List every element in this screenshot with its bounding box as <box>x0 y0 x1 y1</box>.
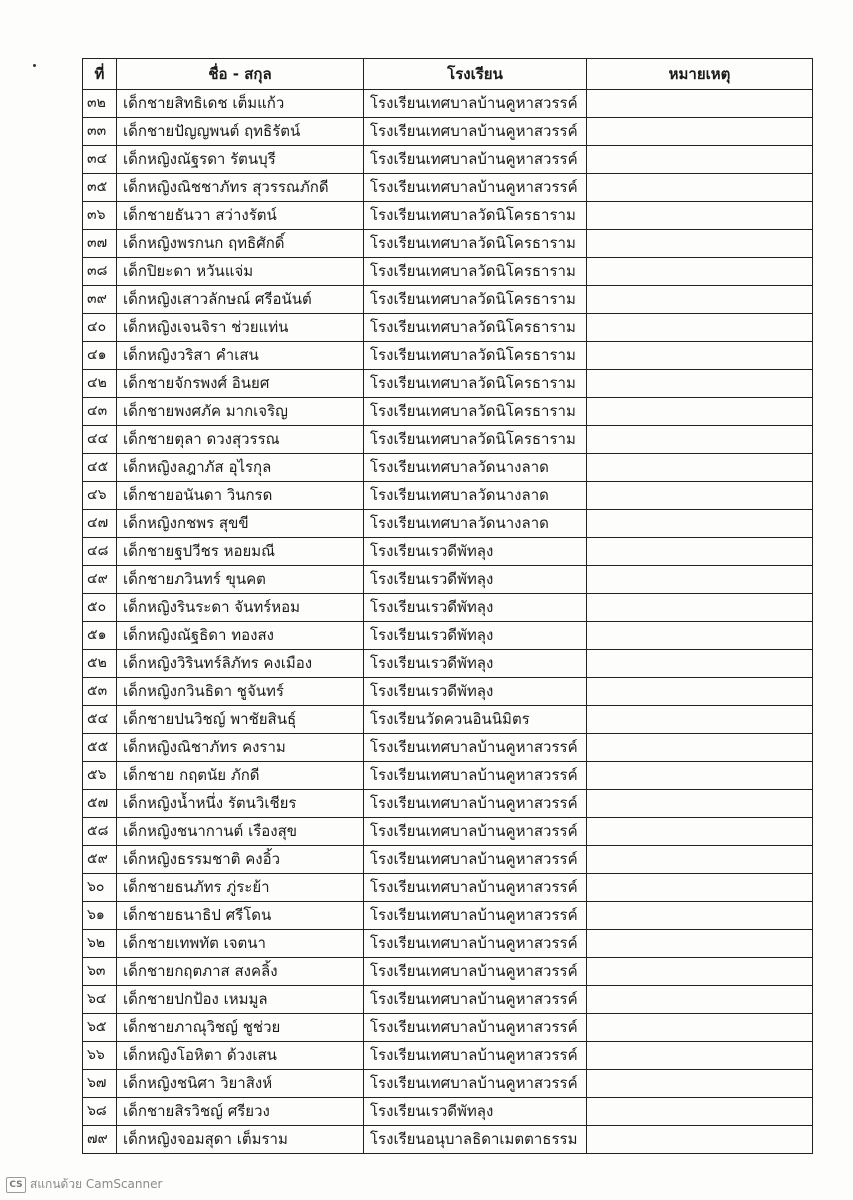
student-name: เด็กชายปนวิชญ์ พาชัยสินธุ์ <box>117 706 364 734</box>
table-row <box>83 286 813 314</box>
row-number: ๓๒ <box>83 90 117 118</box>
row-number: ๔๐ <box>83 314 117 342</box>
remarks-cell <box>587 846 813 874</box>
table-row <box>83 846 813 874</box>
school-name: โรงเรียนเรวดีพัทลุง <box>364 538 587 566</box>
table-row <box>83 1098 813 1126</box>
school-name: โรงเรียนเรวดีพัทลุง <box>364 594 587 622</box>
school-name: โรงเรียนเรวดีพัทลุง <box>364 622 587 650</box>
school-name: โรงเรียนวัดควนอินนิมิตร <box>364 706 587 734</box>
table-row <box>83 818 813 846</box>
row-number: ๕๓ <box>83 678 117 706</box>
row-number: ๓๙ <box>83 286 117 314</box>
row-number: ๕๕ <box>83 734 117 762</box>
table-row <box>83 1070 813 1098</box>
row-number: ๔๔ <box>83 426 117 454</box>
school-name: โรงเรียนเทศบาลบ้านคูหาสวรรค์ <box>364 118 587 146</box>
student-name: เด็กหญิงน้ำหนึ่ง รัตนวิเชียร <box>117 790 364 818</box>
table-row <box>83 118 813 146</box>
school-name: โรงเรียนเทศบาลวัดนิโครธาราม <box>364 398 587 426</box>
table-row <box>83 370 813 398</box>
student-name: เด็กชายภาณุวิชญ์ ชูช่วย <box>117 1014 364 1042</box>
student-name: เด็กปิยะดา หวันแจ่ม <box>117 258 364 286</box>
school-name: โรงเรียนเทศบาลบ้านคูหาสวรรค์ <box>364 90 587 118</box>
student-name: เด็กหญิงวิรินทร์ลิภัทร คงเมือง <box>117 650 364 678</box>
student-name: เด็กหญิงณัฐธิดา ทองสง <box>117 622 364 650</box>
table-row <box>83 146 813 174</box>
row-number: ๔๗ <box>83 510 117 538</box>
row-number: ๔๙ <box>83 566 117 594</box>
table-header-row <box>83 59 813 90</box>
table-row <box>83 986 813 1014</box>
school-name: โรงเรียนอนุบาลธิดาเมตตาธรรม <box>364 1126 587 1154</box>
school-name: โรงเรียนเทศบาลบ้านคูหาสวรรค์ <box>364 734 587 762</box>
table-row <box>83 314 813 342</box>
scanner-watermark <box>6 1175 162 1194</box>
remarks-cell <box>587 510 813 538</box>
remarks-cell <box>587 986 813 1014</box>
row-number: ๕๘ <box>83 818 117 846</box>
student-name: เด็กชายธนภัทร ภู่ระย้า <box>117 874 364 902</box>
remarks-cell <box>587 454 813 482</box>
student-name: เด็กหญิงณิชชาภัทร สุวรรณภักดี <box>117 174 364 202</box>
table-row <box>83 342 813 370</box>
remarks-cell <box>587 90 813 118</box>
student-name: เด็กหญิงโอหิตา ด้วงเสน <box>117 1042 364 1070</box>
school-name: โรงเรียนเทศบาลวัดนิโครธาราม <box>364 342 587 370</box>
student-name: เด็กชายพงศภัค มากเจริญ <box>117 398 364 426</box>
row-number: ๕๒ <box>83 650 117 678</box>
school-name: โรงเรียนเทศบาลบ้านคูหาสวรรค์ <box>364 790 587 818</box>
table-row <box>83 1042 813 1070</box>
remarks-cell <box>587 314 813 342</box>
table-row <box>83 174 813 202</box>
table-body <box>83 90 813 1154</box>
table-row <box>83 538 813 566</box>
student-roster-table <box>82 58 813 1154</box>
student-name: เด็กชายธนาธิป ศรีโดน <box>117 902 364 930</box>
row-number: ๖๑ <box>83 902 117 930</box>
school-name: โรงเรียนเทศบาลบ้านคูหาสวรรค์ <box>364 174 587 202</box>
school-name: โรงเรียนเรวดีพัทลุง <box>364 566 587 594</box>
school-name: โรงเรียนเทศบาลบ้านคูหาสวรรค์ <box>364 818 587 846</box>
student-name: เด็กหญิงณัฐรดา รัตนบุรี <box>117 146 364 174</box>
row-number: ๗๙ <box>83 1126 117 1154</box>
school-name: โรงเรียนเรวดีพัทลุง <box>364 678 587 706</box>
school-name: โรงเรียนเทศบาลบ้านคูหาสวรรค์ <box>364 1042 587 1070</box>
student-name: เด็กชายสิรวิชญ์ ศรียวง <box>117 1098 364 1126</box>
table-row <box>83 230 813 258</box>
school-name: โรงเรียนเทศบาลวัดนิโครธาราม <box>364 258 587 286</box>
remarks-cell <box>587 258 813 286</box>
header-remarks: หมายเหตุ <box>587 59 813 90</box>
row-number: ๔๑ <box>83 342 117 370</box>
row-number: ๔๖ <box>83 482 117 510</box>
student-name: เด็กหญิงกชพร สุขขี <box>117 510 364 538</box>
table-row <box>83 650 813 678</box>
school-name: โรงเรียนเทศบาลบ้านคูหาสวรรค์ <box>364 1070 587 1098</box>
student-name: เด็กชายฐปวีชร หอยมณี <box>117 538 364 566</box>
row-number: ๕๑ <box>83 622 117 650</box>
remarks-cell <box>587 594 813 622</box>
row-number: ๔๘ <box>83 538 117 566</box>
student-name: เด็กชายจักรพงศ์ อินยศ <box>117 370 364 398</box>
student-name: เด็กหญิงกวินธิดา ชูจันทร์ <box>117 678 364 706</box>
table-row <box>83 566 813 594</box>
table-row <box>83 874 813 902</box>
school-name: โรงเรียนเทศบาลบ้านคูหาสวรรค์ <box>364 958 587 986</box>
student-name: เด็กชายธันวา สว่างรัตน์ <box>117 202 364 230</box>
school-name: โรงเรียนเทศบาลบ้านคูหาสวรรค์ <box>364 930 587 958</box>
school-name: โรงเรียนเรวดีพัทลุง <box>364 650 587 678</box>
remarks-cell <box>587 230 813 258</box>
remarks-cell <box>587 818 813 846</box>
student-name: เด็กชายตุลา ดวงสุวรรณ <box>117 426 364 454</box>
scan-speck <box>33 64 36 67</box>
student-name: เด็กชายภวินทร์ ขุนคต <box>117 566 364 594</box>
remarks-cell <box>587 958 813 986</box>
remarks-cell <box>587 1042 813 1070</box>
school-name: โรงเรียนเทศบาลบ้านคูหาสวรรค์ <box>364 874 587 902</box>
school-name: โรงเรียนเทศบาลบ้านคูหาสวรรค์ <box>364 762 587 790</box>
student-name: เด็กชายปกป้อง เหมมูล <box>117 986 364 1014</box>
student-name: เด็กชายกฤตภาส สงคลิ้ง <box>117 958 364 986</box>
table-row <box>83 1014 813 1042</box>
school-name: โรงเรียนเทศบาลบ้านคูหาสวรรค์ <box>364 1014 587 1042</box>
school-name: โรงเรียนเรวดีพัทลุง <box>364 1098 587 1126</box>
table-row <box>83 510 813 538</box>
remarks-cell <box>587 538 813 566</box>
row-number: ๖๔ <box>83 986 117 1014</box>
remarks-cell <box>587 706 813 734</box>
table-row <box>83 1126 813 1154</box>
school-name: โรงเรียนเทศบาลบ้านคูหาสวรรค์ <box>364 846 587 874</box>
table-row <box>83 790 813 818</box>
student-name: เด็กหญิงเจนจิรา ช่วยแท่น <box>117 314 364 342</box>
school-name: โรงเรียนเทศบาลวัดนางลาด <box>364 510 587 538</box>
remarks-cell <box>587 1070 813 1098</box>
school-name: โรงเรียนเทศบาลวัดนิโครธาราม <box>364 202 587 230</box>
school-name: โรงเรียนเทศบาลบ้านคูหาสวรรค์ <box>364 146 587 174</box>
remarks-cell <box>587 426 813 454</box>
remarks-cell <box>587 398 813 426</box>
school-name: โรงเรียนเทศบาลวัดนางลาด <box>364 482 587 510</box>
header-number: ที่ <box>83 59 117 90</box>
row-number: ๔๒ <box>83 370 117 398</box>
remarks-cell <box>587 650 813 678</box>
school-name: โรงเรียนเทศบาลบ้านคูหาสวรรค์ <box>364 902 587 930</box>
row-number: ๓๔ <box>83 146 117 174</box>
row-number: ๕๔ <box>83 706 117 734</box>
remarks-cell <box>587 790 813 818</box>
table-row <box>83 958 813 986</box>
row-number: ๖๐ <box>83 874 117 902</box>
remarks-cell <box>587 1014 813 1042</box>
student-name: เด็กหญิงชนากานต์ เรืองสุข <box>117 818 364 846</box>
table-row <box>83 902 813 930</box>
row-number: ๕๗ <box>83 790 117 818</box>
student-name: เด็กหญิงพรกนก ฤทธิศักดิ์ <box>117 230 364 258</box>
table-row <box>83 398 813 426</box>
row-number: ๕๙ <box>83 846 117 874</box>
remarks-cell <box>587 874 813 902</box>
student-name: เด็กหญิงณิชาภัทร คงราม <box>117 734 364 762</box>
table-row <box>83 454 813 482</box>
watermark-text: สแกนด้วย CamScanner <box>30 1177 163 1191</box>
remarks-cell <box>587 482 813 510</box>
header-school: โรงเรียน <box>364 59 587 90</box>
row-number: ๓๖ <box>83 202 117 230</box>
row-number: ๖๗ <box>83 1070 117 1098</box>
student-name: เด็กหญิงวริสา คำเสน <box>117 342 364 370</box>
row-number: ๓๕ <box>83 174 117 202</box>
student-name: เด็กชายเทพทัต เจตนา <box>117 930 364 958</box>
table-row <box>83 482 813 510</box>
row-number: ๖๒ <box>83 930 117 958</box>
remarks-cell <box>587 622 813 650</box>
table-row <box>83 706 813 734</box>
school-name: โรงเรียนเทศบาลวัดนิโครธาราม <box>364 230 587 258</box>
remarks-cell <box>587 118 813 146</box>
student-name: เด็กชาย กฤตนัย ภักดี <box>117 762 364 790</box>
row-number: ๖๕ <box>83 1014 117 1042</box>
table-row <box>83 762 813 790</box>
row-number: ๓๘ <box>83 258 117 286</box>
camscanner-logo-icon: CS <box>6 1177 26 1193</box>
school-name: โรงเรียนเทศบาลวัดนิโครธาราม <box>364 426 587 454</box>
remarks-cell <box>587 930 813 958</box>
remarks-cell <box>587 174 813 202</box>
table-row <box>83 594 813 622</box>
row-number: ๕๐ <box>83 594 117 622</box>
row-number: ๖๓ <box>83 958 117 986</box>
student-name: เด็กชายอนันดา วินกรด <box>117 482 364 510</box>
table-row <box>83 258 813 286</box>
student-name: เด็กหญิงเสาวลักษณ์ ศรีอนันต์ <box>117 286 364 314</box>
student-name: เด็กหญิงจอมสุดา เต็มราม <box>117 1126 364 1154</box>
student-name: เด็กชายปัญญพนต์ ฤทธิรัตน์ <box>117 118 364 146</box>
table-row <box>83 734 813 762</box>
student-name: เด็กหญิงรินระดา จันทร์หอม <box>117 594 364 622</box>
row-number: ๖๘ <box>83 1098 117 1126</box>
school-name: โรงเรียนเทศบาลวัดนิโครธาราม <box>364 286 587 314</box>
remarks-cell <box>587 342 813 370</box>
row-number: ๓๗ <box>83 230 117 258</box>
row-number: ๕๖ <box>83 762 117 790</box>
header-name: ชื่อ - สกุล <box>117 59 364 90</box>
school-name: โรงเรียนเทศบาลวัดนิโครธาราม <box>364 314 587 342</box>
student-name: เด็กหญิงลฎาภัส อุไรกุล <box>117 454 364 482</box>
school-name: โรงเรียนเทศบาลวัดนางลาด <box>364 454 587 482</box>
student-name: เด็กชายสิทธิเดช เต็มแก้ว <box>117 90 364 118</box>
row-number: ๔๕ <box>83 454 117 482</box>
row-number: ๖๖ <box>83 1042 117 1070</box>
remarks-cell <box>587 678 813 706</box>
remarks-cell <box>587 370 813 398</box>
row-number: ๓๓ <box>83 118 117 146</box>
table-row <box>83 90 813 118</box>
table-row <box>83 930 813 958</box>
student-name: เด็กหญิงธรรมชาติ คงอิ้ว <box>117 846 364 874</box>
remarks-cell <box>587 566 813 594</box>
row-number: ๔๓ <box>83 398 117 426</box>
school-name: โรงเรียนเทศบาลบ้านคูหาสวรรค์ <box>364 986 587 1014</box>
remarks-cell <box>587 146 813 174</box>
remarks-cell <box>587 762 813 790</box>
table-row <box>83 426 813 454</box>
remarks-cell <box>587 1098 813 1126</box>
table-row <box>83 202 813 230</box>
school-name: โรงเรียนเทศบาลวัดนิโครธาราม <box>364 370 587 398</box>
remarks-cell <box>587 202 813 230</box>
table-row <box>83 678 813 706</box>
student-name: เด็กหญิงชนิศา วิยาสิงห์ <box>117 1070 364 1098</box>
table-row <box>83 622 813 650</box>
remarks-cell <box>587 286 813 314</box>
remarks-cell <box>587 902 813 930</box>
remarks-cell <box>587 1126 813 1154</box>
remarks-cell <box>587 734 813 762</box>
